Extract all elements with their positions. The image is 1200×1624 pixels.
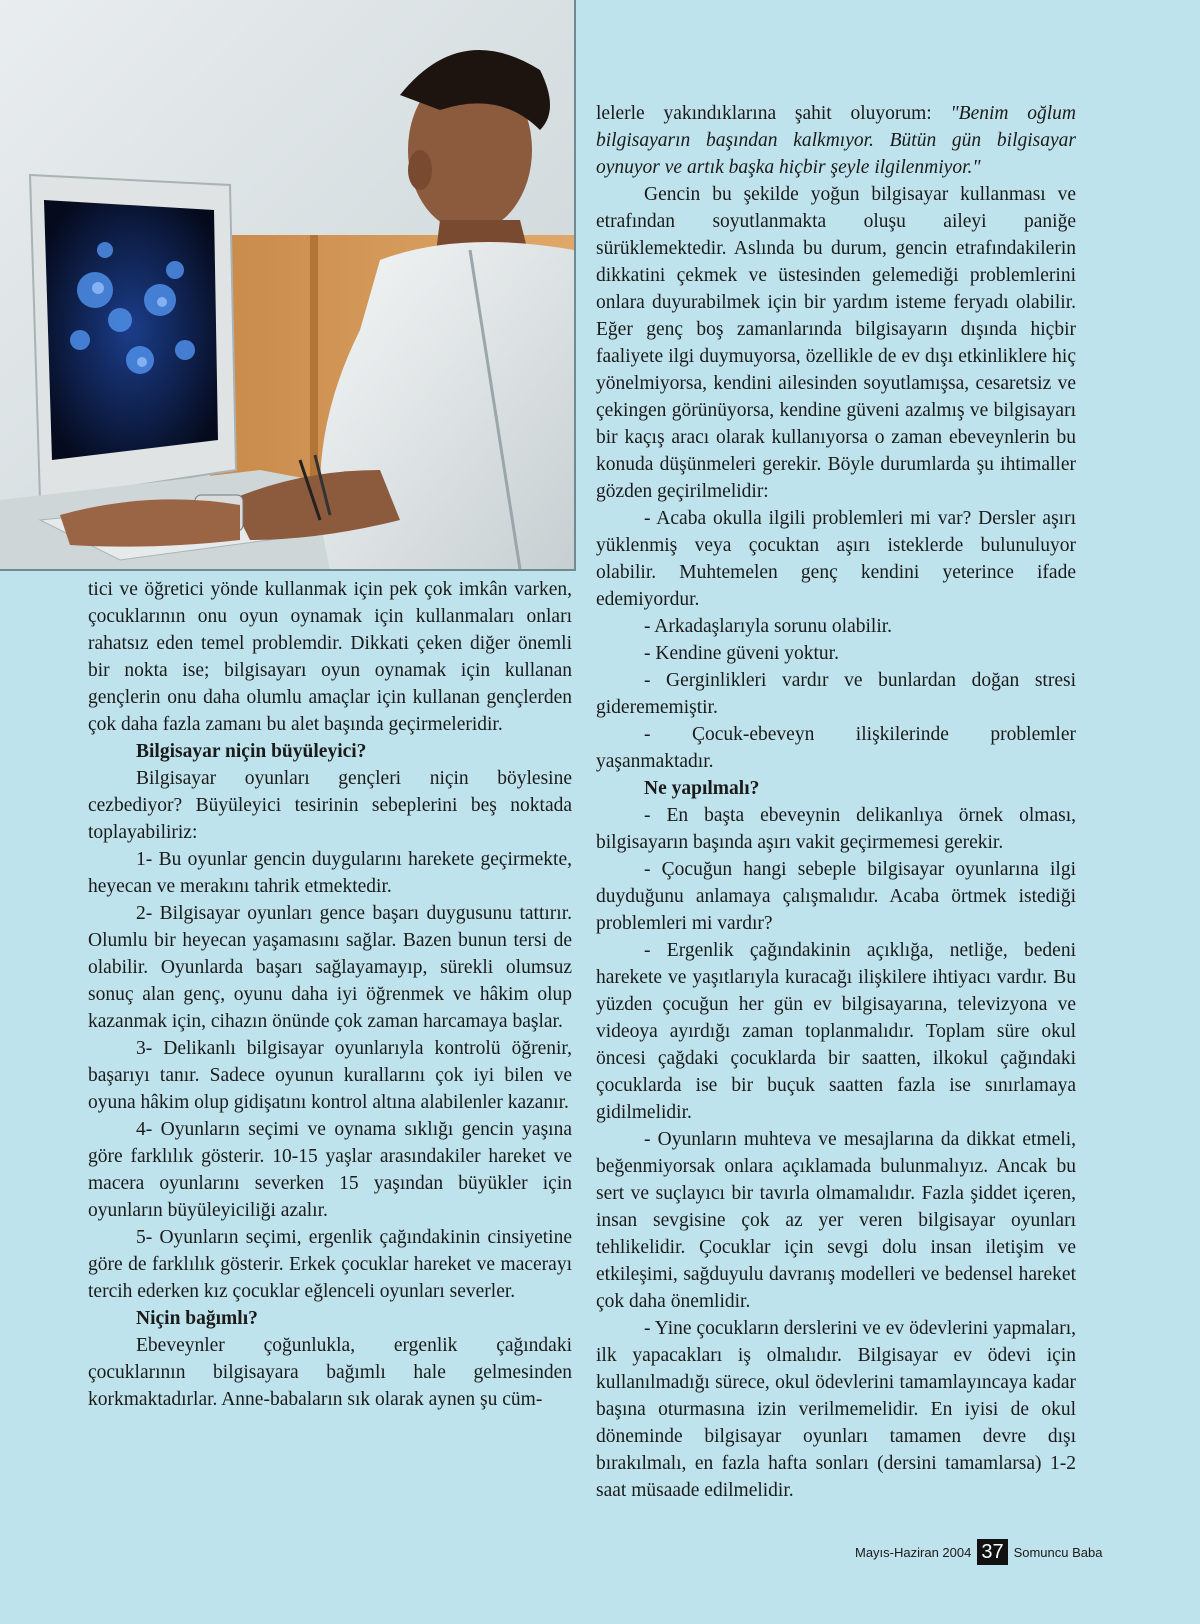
section-heading: Ne yapılmalı? <box>644 778 760 799</box>
parent-quote: "Benim oğlum bilgisayarın başından kalkmıyor. Bütün gün bilgisayar oynuyor ve artık başka hiçbir şeyle ilgilenmiyor." <box>596 103 1076 178</box>
body-paragraph: Bilgisayar oyunları gençleri niçin böylesine cezbediyor? Büyüleyici tesirinin sebeplerini beş noktada toplayabiliriz: <box>88 768 572 843</box>
body-paragraph: Gencin bu şekilde yoğun bilgisayar kullanması ve etrafından soyutlanmakta oluşu aileyi paniğe sürüklemektedir. Aslında bu durum, gencin etrafındakilerin dikkatini çekmek ve üstesinden gelemediği problemlerini onlara duyurabilmek için bir yardım isteme feryadı olabilir. Eğer genç boş zamanlarında bilgisayarın dışında hiçbir faaliyete ilgi duymuyorsa, özellikle de ev dışı etkinliklere hiç yönelmiyorsa, kendini ailesinden soyutlamışsa, cesaretsiz ve çekingen görünüyorsa, kendine güveni azalmış ve bilgisayarı bir kaçış aracı olarak kullanıyorsa o zaman ebeveynlerin bu konuda düşünmeleri gerekir. Böyle durumlarda şu ihtimaller gözden geçirilmelidir: <box>596 184 1076 502</box>
right-column-intro-paragraph <box>596 100 1076 181</box>
body-paragraph: - Yine çocukların derslerini ve ev ödevlerini yapmaları, ilk yapacakları iş olmalıdır. Bilgisayar ev ödevi için kullanılmadığı sürece, okul ödevlerini tamamlayıncaya kadar başına oturmasına izin verilmemelidir. En iyisi de okul döneminde bilgisayar oyunları tamamen devre dışı bırakılmalı, en fazla hafta sonları (dersini tamamlarsa) 1-2 saat müsaade edilmelidir. <box>596 1318 1076 1501</box>
body-paragraph: 3- Delikanlı bilgisayar oyunlarıyla kontrolü öğrenir, başarıyı tanır. Sadece oyunun kurallarını çok iyi bilen ve oyuna hâkim olup gidişatını kontrol altına alabilenler kazanır. <box>88 1038 572 1113</box>
article-photo <box>0 0 576 571</box>
issue-date: Mayıs-Haziran 2004 <box>855 1544 972 1560</box>
left-text-column <box>88 576 572 1413</box>
body-paragraph: - En başta ebeveynin delikanlıya örnek olması, bilgisayarın başında aşırı vakit geçirmemesi gerekir. <box>596 805 1076 853</box>
body-paragraph: 5- Oyunların seçimi, ergenlik çağındakinin cinsiyetine göre de farklılık gösterir. Erkek çocuklar hareket ve macerayı tercih ederken kız çocuklar eğlenceli oyunları severler. <box>88 1227 572 1302</box>
body-paragraph: - Arkadaşlarıyla sorunu olabilir. <box>644 616 893 637</box>
body-paragraph: - Kendine güveni yoktur. <box>644 643 839 664</box>
body-paragraph: - Çocuğun hangi sebeple bilgisayar oyunlarına ilgi duyduğunu anlamaya çalışmalıdır. Acaba örtmek istediği problemleri mi vardır? <box>596 859 1076 934</box>
body-paragraph: 2- Bilgisayar oyunları gence başarı duygusunu tattırır. Olumlu bir heyecan yaşamasını sağlar. Bazen bunun tersi de olabilir. Oyunlarda başarı sağlayamayıp, sürekli olumsuz sonuç alan genç, oyunu daha iyi öğrenmek ve hâkim olup kazanmak için, cihazın önünde çok zaman harcamaya başlar. <box>88 903 572 1032</box>
body-paragraph: - Gerginlikleri vardır ve bunlardan doğan stresi giderememiştir. <box>596 670 1076 718</box>
section-heading: Bilgisayar niçin büyüleyici? <box>136 741 367 762</box>
body-paragraph: - Çocuk-ebeveyn ilişkilerinde problemler yaşanmaktadır. <box>596 724 1076 772</box>
section-heading: Niçin bağımlı? <box>136 1308 258 1329</box>
page-footer <box>855 1539 1102 1565</box>
body-paragraph: 1- Bu oyunlar gencin duygularını harekete geçirmekte, heyecan ve merakını tahrik etmektedir. <box>88 849 572 897</box>
page-number: 37 <box>977 1539 1007 1565</box>
right-column-intro: lelerle yakındıklarına şahit oluyorum: <box>596 103 951 124</box>
magazine-name: Somuncu Baba <box>1013 1544 1103 1560</box>
body-paragraph: Ebeveynler çoğunlukla, ergenlik çağındaki çocuklarının bilgisayara bağımlı hale gelmesinden korkmaktadırlar. Anne-babaların sık olarak aynen şu cüm- <box>88 1335 572 1410</box>
right-text-column <box>596 100 1076 1504</box>
body-paragraph: 4- Oyunların seçimi ve oynama sıklığı gencin yaşına göre farklılık gösterir. 10-15 yaşlar arasındakiler hareket ve macera oyunlarını severken 15 yaşından büyükler için oyunların büyüleyiciliği azalır. <box>88 1119 572 1221</box>
body-paragraph: - Oyunların muhteva ve mesajlarına da dikkat etmeli, beğenmiyorsak onlara açıklamada bulunmalıyız. Ancak bu sert ve suçlayıcı bir tavırla olmamalıdır. Fazla şiddet içeren, insan sevgisine çok az yer veren bilgisayar oyunları tehlikelidir. Çocuklar için sevgi dolu insan iletişim ve etkileşimi, sağduyulu davranış modelleri ve bedensel hareket çok daha önemlidir. <box>596 1129 1076 1312</box>
man-at-computer-illustration <box>0 0 574 569</box>
body-paragraph: - Ergenlik çağındakinin açıklığa, netliğe, bedeni harekete ve yaşıtlarıyla kuracağı ilişkilere ihtiyacı vardır. Bu yüzden çocuğun her gün ev bilgisayarına, televizyona ve videoya ayırdığı zaman toplanmalıdır. Toplam süre okul öncesi çağdaki çocuklarda bir saatten, ilkokul çağındaki çocuklarda ise bir buçuk saatten fazla ise sınırlamaya gidilmelidir. <box>596 940 1076 1123</box>
body-paragraph: tici ve öğretici yönde kullanmak için pek çok imkân varken, çocuklarının onu oyun oynamak için kullanmaları onları rahatsız eden temel problemdir. Dikkati çeken diğer önemli bir nokta ise; bilgisayarı oyun oynamak için kullanan gençlerin onu daha olumlu amaçlar için kullanan gençlerden çok daha fazla zamanı bu alet başında geçirmeleridir. <box>88 579 572 735</box>
body-paragraph: - Acaba okulla ilgili problemleri mi var? Dersler aşırı yüklenmiş veya çocuktan aşırı isteklerde bulunuluyor olabilir. Muhtemelen genç kendini yeterince ifade edemiyordur. <box>596 508 1076 610</box>
right-column-body <box>596 181 1076 1504</box>
